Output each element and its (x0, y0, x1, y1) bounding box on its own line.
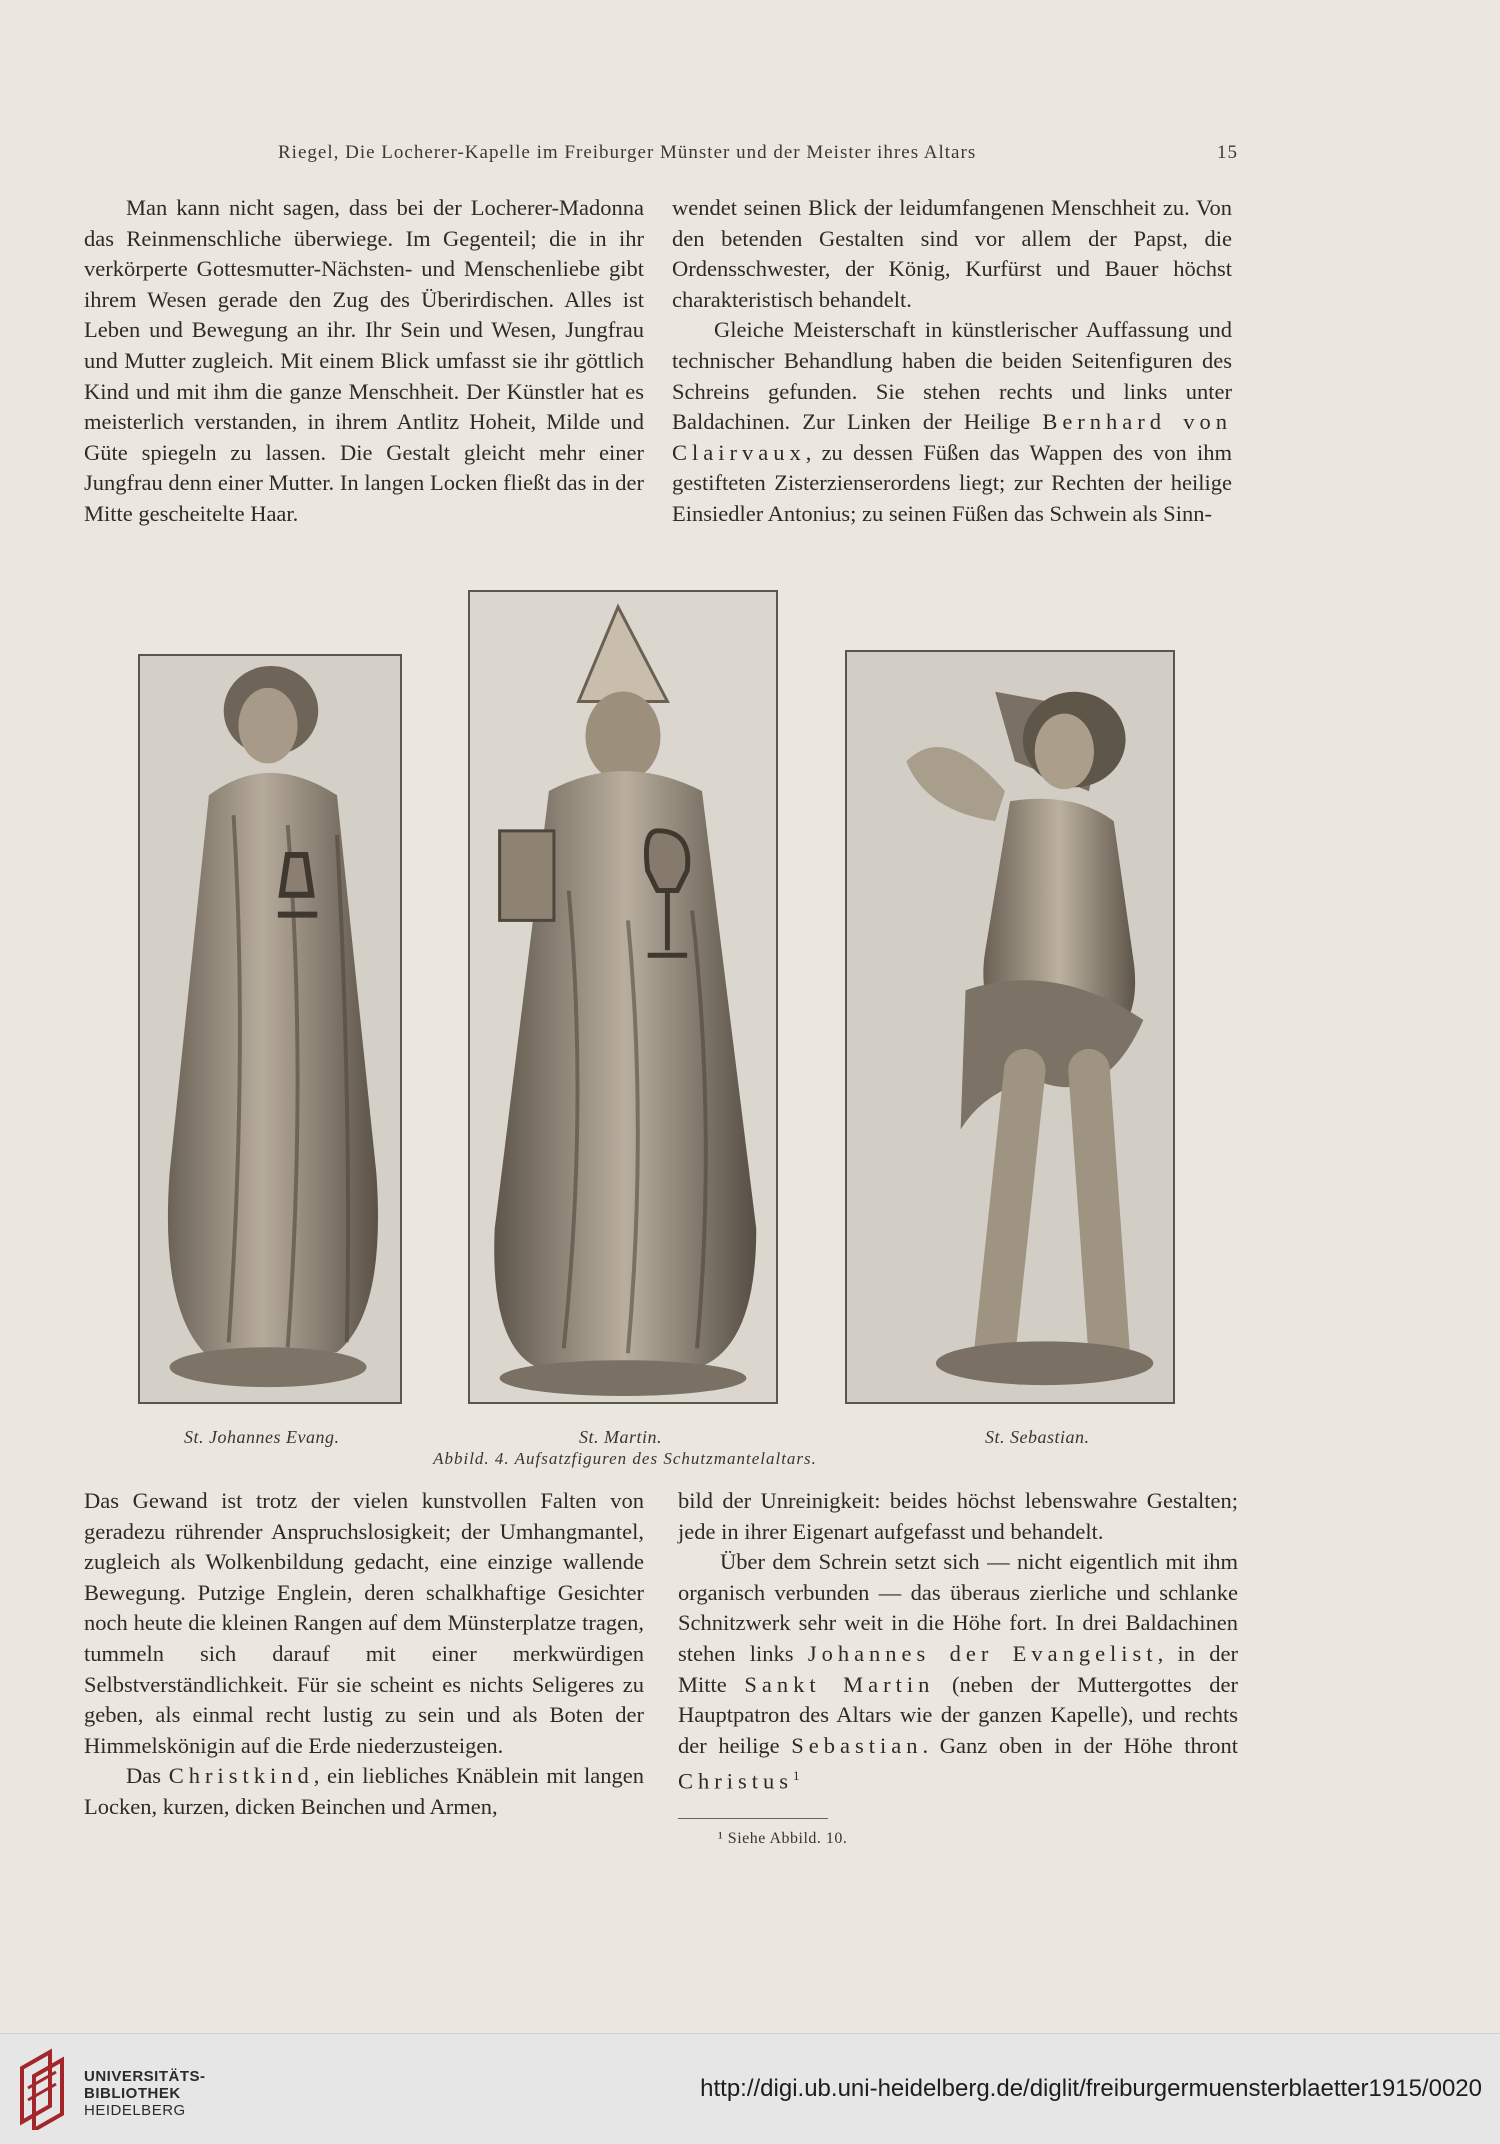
library-name: UNIVERSITÄTS- BIBLIOTHEK HEIDELBERG (84, 2068, 206, 2119)
statue-johannes-icon (140, 656, 400, 1402)
page-number: 15 (1217, 142, 1238, 163)
library-logo-icon (14, 2048, 74, 2130)
paragraph: Das Gewand ist trotz der vielen kunstvollen Falten von geradezu rührender Anspruchslosigkeit; der Umhangmantel, zugleich als Wolkenbildung gedacht, eine einzige wallende Bewegung. Putzige Englein, deren schalkhaftige Gesichter noch heute die kleinen Rangen auf dem Münsterplatze tragen, tummeln sich darauf mit einer merkwürdigen Selbstverständlichkeit. Für sie scheint es nichts Seligeres zu geben, als einmal recht lustig zu sein und als Boten der Himmelskönigin auf die Erde niederzusteigen. (84, 1488, 644, 1758)
source-url-link[interactable]: http://digi.ub.uni-heidelberg.de/diglit/freiburgermuensterblaetter1915/0020 (700, 2075, 1482, 2102)
running-title: Riegel, Die Locherer-Kapelle im Freiburger Münster und der Meister ihres Altars (278, 142, 977, 163)
paragraph: Gleiche Meisterschaft in künstlerischer Auffassung und technischer Behandlung haben die beiden Seitenfiguren des Schreins gefunden. Sie stehen rechts und links unter Baldachinen. Zur Linken der Heilige Bernhard von Clairvaux, zu dessen Füßen das Wappen des von ihm gestifteten Zisterzienserordens liegt; zur Rechten der heilige Einsiedler Antonius; zu seinen Füßen das Schwein als Sinn- (672, 317, 1232, 526)
paragraph: Über dem Schrein setzt sich — nicht eigentlich mit ihm organisch verbunden — das überaus zierliche und schlanke Schnitzwerk sehr weit in die Höhe fort. In drei Baldachinen stehen links Johannes der Evangelist, in der Mitte Sankt Martin (neben der Muttergottes der Hauptpatron des Altars wie der ganzen Kapelle), und rechts der heilige Sebastian. Ganz oben in der Höhe thront Christus$^1$ (678, 1549, 1238, 1794)
footnote: ¹ Siehe Abbild. 10. (718, 1830, 848, 1847)
figure-caption: Abbild. 4. Aufsatzfiguren des Schutzmantelaltars. (433, 1449, 817, 1468)
name-spaced: Christkind (168, 1763, 314, 1789)
photo-johannes-statue (138, 654, 402, 1404)
bottom-left-column (84, 1486, 644, 1823)
top-right-column (672, 193, 1232, 530)
library-footer (0, 2033, 1500, 2144)
caption-martin: St. Martin. (579, 1427, 663, 1447)
footnote-rule (678, 1818, 828, 1819)
top-left-column (84, 193, 644, 530)
paragraph: Man kann nicht sagen, dass bei der Locherer-Madonna das Reinmenschliche überwiege. Im Gegenteil; die in ihr verkörperte Gottesmutter-Nächsten- und Menschenliebe gibt ihrem Wesen gerade den Zug des Überirdischen. Alles ist Leben und Bewegung an ihr. Ihr Sein und Wesen, Jungfrau und Mutter zugleich. Mit einem Blick umfasst sie ihr göttlich Kind und mit ihm die ganze Menschheit. Der Künstler hat es meisterlich verstanden, in ihrem Antlitz Hoheit, Milde und Güte spiegeln zu lassen. Die Gestalt gleicht mehr einer Jungfrau denn einer Mutter. In langen Locken fließt das in der Mitte gescheitelte Haar. (84, 195, 644, 526)
caption-johannes: St. Johannes Evang. (184, 1427, 340, 1447)
photo-sebastian-statue (845, 650, 1175, 1404)
paragraph: bild der Unreinigkeit: beides höchst lebenswahre Gestalten; jede in ihrer Eigenart aufgefasst und behandelt. (678, 1488, 1238, 1544)
paragraph: Das Christkind, ein liebliches Knäblein mit langen Locken, kurzen, dicken Beinchen und Armen, (84, 1763, 644, 1819)
paragraph: wendet seinen Blick der leidumfangenen Menschheit zu. Von den betenden Gestalten sind vor allem der Papst, die Ordensschwester, der König, Kurfürst und Bauer höchst charakteristisch behandelt. (672, 195, 1232, 312)
saint-name-spaced: Bernhard von Clairvaux (672, 409, 1232, 465)
bottom-right-column (678, 1486, 1238, 1797)
caption-sebastian: St. Sebastian. (985, 1427, 1090, 1447)
photo-martin-statue (468, 590, 778, 1404)
statue-sebastian-icon (847, 652, 1173, 1402)
statue-martin-icon (470, 592, 776, 1402)
